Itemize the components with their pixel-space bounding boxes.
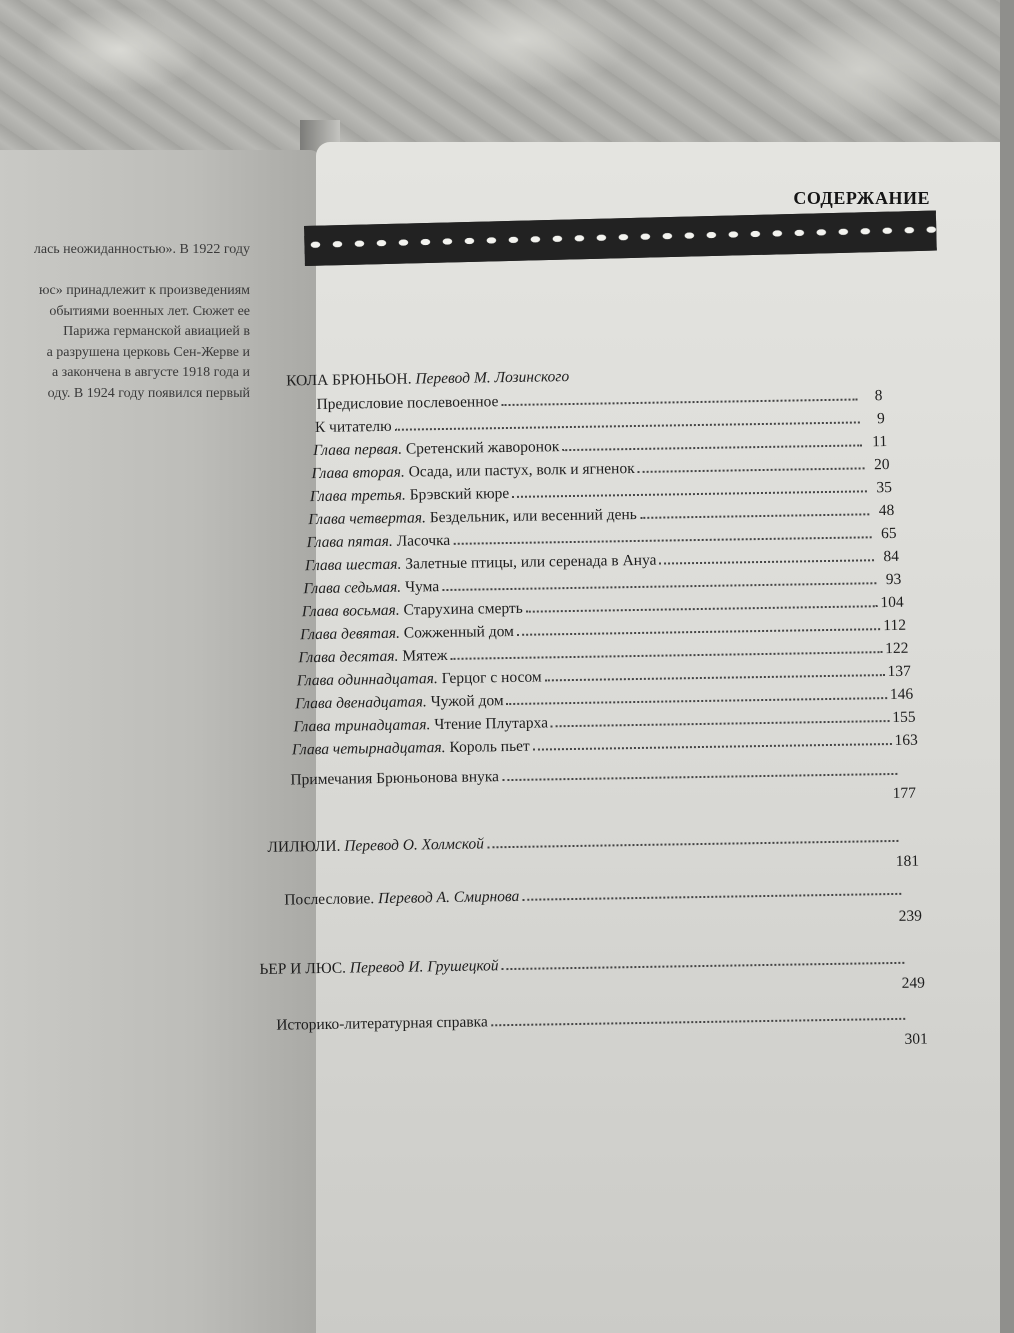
leader-dots: [551, 720, 889, 727]
entry-text: Брэвский кюре: [405, 484, 510, 504]
entry-text: Ласочка: [392, 531, 451, 550]
left-page: [0, 150, 320, 1333]
leader-dots: [502, 773, 897, 781]
entry-page: 137: [887, 662, 911, 681]
leader-dots: [507, 697, 887, 705]
leader-dots: [502, 962, 905, 970]
entry-page: 93: [885, 570, 902, 589]
chapter-label: Глава девятая.: [299, 624, 401, 644]
book-translator: Перевод А. Смирнова: [377, 887, 520, 908]
leader-dots: [562, 444, 862, 451]
leader-dots: [395, 421, 860, 430]
chapter-label: Глава восьмая.: [301, 601, 400, 621]
leader-dots: [545, 674, 885, 681]
left-line: обытиями военных лет. Сюжет ее: [49, 303, 250, 319]
page-title: СОДЕРЖАНИЕ: [793, 188, 930, 208]
entry-page: 146: [889, 685, 914, 704]
leader-dots: [512, 490, 867, 498]
entry-text: Мятеж: [398, 646, 448, 665]
leader-dots: [533, 743, 892, 751]
leader-dots: [522, 893, 901, 901]
toc-entry: [284, 877, 926, 909]
entry-page: 249: [901, 974, 926, 992]
entry-page: 177: [892, 784, 917, 802]
toc-entry-book-liluli: [267, 825, 923, 857]
left-line: [0, 261, 250, 282]
entry-page: 8: [874, 387, 883, 405]
entry-text: Сретенский жаворонок: [401, 438, 560, 458]
entry-page: 122: [885, 639, 909, 658]
left-line: юс» принадлежит к произведениям: [39, 283, 250, 298]
book-translator: Перевод О. Холмской: [344, 835, 485, 855]
chapter-label: Глава четвертая.: [308, 509, 427, 529]
entry-page: 104: [880, 593, 904, 612]
entry-page: 48: [878, 501, 895, 520]
chapter-label: Глава первая.: [313, 440, 403, 460]
entry-text: Сожженный дом: [399, 622, 515, 642]
left-line: оду. В 1924 году появился первый: [47, 385, 250, 401]
book-title: ЛИЛЮЛИ.: [267, 837, 341, 856]
leader-dots: [517, 628, 881, 636]
entry-page: 11: [872, 433, 888, 451]
entry-text: Старухина смерть: [399, 599, 523, 619]
entry-page: 9: [876, 410, 885, 428]
entry-page: 181: [895, 852, 920, 870]
entry-page: 65: [880, 524, 897, 543]
entry-text: Залетные птицы, или серенада в Ануа: [401, 551, 657, 573]
chapter-label: Глава двенадцатая.: [295, 693, 427, 713]
ornamental-border: [304, 211, 937, 266]
leader-dots: [487, 840, 898, 848]
chapter-label: Глава четырнадцатая.: [291, 739, 446, 759]
entry-text: Послесловие.: [284, 890, 375, 909]
leader-dots: [640, 513, 869, 519]
chapter-label: Глава одиннадцатая.: [296, 670, 438, 690]
chapter-label: Глава десятая.: [298, 647, 399, 667]
table-of-contents: [259, 361, 1014, 1272]
entry-text: Историко-литературная справка: [276, 1013, 488, 1034]
leader-dots: [638, 467, 865, 473]
entry-text: Король пьет: [445, 737, 530, 757]
entry-text: Бездельник, или весенний день: [425, 505, 637, 527]
chapter-label: Глава третья.: [309, 486, 406, 506]
chapter-label: Глава пятая.: [306, 532, 393, 552]
chapter-label: Глава тринадцатая.: [293, 716, 431, 736]
entry-text: Предисловие послевоенное: [316, 393, 499, 413]
entry-page: 20: [873, 456, 890, 474]
chapter-label: Глава шестая.: [304, 555, 402, 575]
entry-page: 239: [898, 907, 923, 925]
left-line: Парижа германской авиацией в: [63, 324, 250, 339]
toc-entry: [290, 758, 922, 790]
book-translator: Перевод И. Грушецкой: [349, 957, 499, 977]
entry-text: Чтение Плутарха: [430, 714, 549, 734]
leader-dots: [659, 559, 874, 564]
leader-dots: [442, 582, 876, 591]
left-line: а разрушена церковь Сен-Жерве и: [46, 344, 250, 360]
entry-text: К читателю: [314, 417, 392, 437]
left-line: а закончена в августе 1918 года и: [51, 365, 250, 380]
chapter-label: Глава седьмая.: [303, 578, 402, 598]
left-page-text: [0, 240, 250, 404]
entry-text: Осада, или пастух, волк и ягненок: [404, 460, 635, 481]
entry-page: 155: [892, 708, 916, 726]
entry-text: Примечания Брюньонова внука: [290, 768, 500, 789]
leader-dots: [501, 398, 857, 406]
toc-entry-book-pierre-luce: [259, 946, 929, 979]
entry-text: Чужой дом: [426, 692, 504, 711]
entry-text: Чума: [400, 578, 440, 596]
book-title: ЬЕР И ЛЮС.: [259, 959, 347, 978]
leader-dots: [451, 651, 883, 660]
entry-page: 112: [883, 616, 907, 635]
toc-entry: [276, 1002, 930, 1034]
entry-page: 301: [904, 1030, 928, 1048]
right-page: [259, 142, 1000, 1333]
chapter-label: Глава вторая.: [311, 463, 405, 483]
book-title: КОЛА БРЮНЬОН.: [286, 370, 412, 390]
entry-page: 163: [894, 731, 918, 749]
leader-dots: [491, 1018, 905, 1027]
leader-dots: [526, 605, 878, 613]
entry-text: Герцог с носом: [437, 668, 542, 688]
book-title-kola: [286, 368, 569, 390]
book-translator: Перевод М. Лозинского: [415, 368, 570, 388]
entry-page: 84: [883, 547, 900, 566]
left-line: лась неожиданностью». В 1922 году: [33, 242, 250, 257]
entry-page: 35: [876, 478, 893, 497]
leader-dots: [453, 536, 871, 545]
